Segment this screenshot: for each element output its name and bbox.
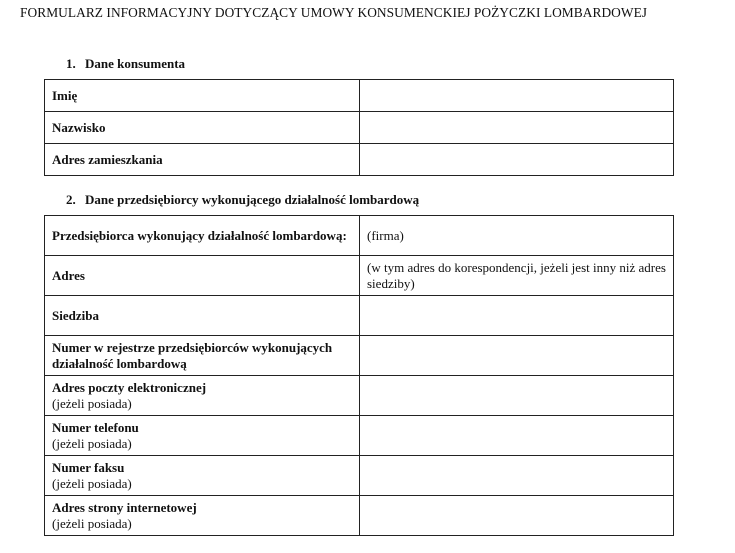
- table-row: [45, 216, 674, 256]
- field-note: (jeżeli posiada): [52, 435, 132, 451]
- field-label: Imię: [52, 87, 78, 103]
- field-label-cell: [45, 456, 360, 496]
- field-label: Adres poczty elektronicznej: [52, 379, 207, 395]
- field-label: Siedziba: [52, 307, 99, 323]
- field-label: Nazwisko: [52, 119, 106, 135]
- section-2-heading: [66, 192, 419, 208]
- section-1-title: Dane konsumenta: [85, 56, 186, 71]
- field-value-cell[interactable]: [360, 112, 674, 144]
- field-value-cell[interactable]: [360, 376, 674, 416]
- field-note: (jeżeli posiada): [52, 395, 132, 411]
- field-label-cell: [45, 80, 360, 112]
- field-note: (jeżeli posiada): [52, 475, 132, 491]
- field-label: Adres strony internetowej: [52, 499, 197, 515]
- lender-data-table: [44, 215, 674, 536]
- field-label: Numer telefonu: [52, 419, 139, 435]
- field-label: Przedsiębiorca wykonujący działalność lombardową:: [52, 227, 347, 243]
- field-note: (jeżeli posiada): [52, 515, 132, 531]
- document-title: FORMULARZ INFORMACYJNY DOTYCZĄCY UMOWY KONSUMENCKIEJ POŻYCZKI LOMBARDOWEJ: [20, 5, 648, 20]
- field-label: Numer faksu: [52, 459, 125, 475]
- table-row: [45, 144, 674, 176]
- field-label-cell: [45, 112, 360, 144]
- field-label: Numer w rejestrze przedsiębiorców wykonujących działalność lombardową: [52, 339, 333, 371]
- table-row: [45, 80, 674, 112]
- table-row: [45, 112, 674, 144]
- field-value-cell[interactable]: [360, 416, 674, 456]
- table-row: [45, 376, 674, 416]
- field-value-cell[interactable]: [360, 456, 674, 496]
- field-label-cell: [45, 376, 360, 416]
- table-row: [45, 496, 674, 536]
- table-row: [45, 416, 674, 456]
- table-row: [45, 336, 674, 376]
- section-2-title: Dane przedsiębiorcy wykonującego działalność lombardową: [85, 192, 420, 207]
- field-label: Adres: [52, 267, 85, 283]
- field-value-cell[interactable]: [360, 144, 674, 176]
- field-value-cell[interactable]: (w tym adres do korespondencji, jeżeli jest inny niż adres siedziby): [360, 256, 674, 296]
- field-label-cell: [45, 216, 360, 256]
- section-2-number: 2.: [66, 192, 76, 207]
- table-row: [45, 296, 674, 336]
- field-label-cell: [45, 416, 360, 456]
- field-value-cell[interactable]: [360, 336, 674, 376]
- field-label-cell: [45, 144, 360, 176]
- table-row: [45, 256, 674, 296]
- section-1-number: 1.: [66, 56, 76, 71]
- field-value-cell[interactable]: [360, 80, 674, 112]
- field-label-cell: [45, 296, 360, 336]
- table-row: [45, 456, 674, 496]
- section-1-heading: [66, 56, 185, 72]
- field-label-cell: [45, 336, 360, 376]
- field-value-cell[interactable]: [360, 496, 674, 536]
- field-label-cell: [45, 496, 360, 536]
- field-value-cell[interactable]: [360, 296, 674, 336]
- consumer-data-table: [44, 79, 674, 176]
- field-label: Adres zamieszkania: [52, 151, 163, 167]
- field-label-cell: [45, 256, 360, 296]
- field-value-cell[interactable]: (firma): [360, 216, 674, 256]
